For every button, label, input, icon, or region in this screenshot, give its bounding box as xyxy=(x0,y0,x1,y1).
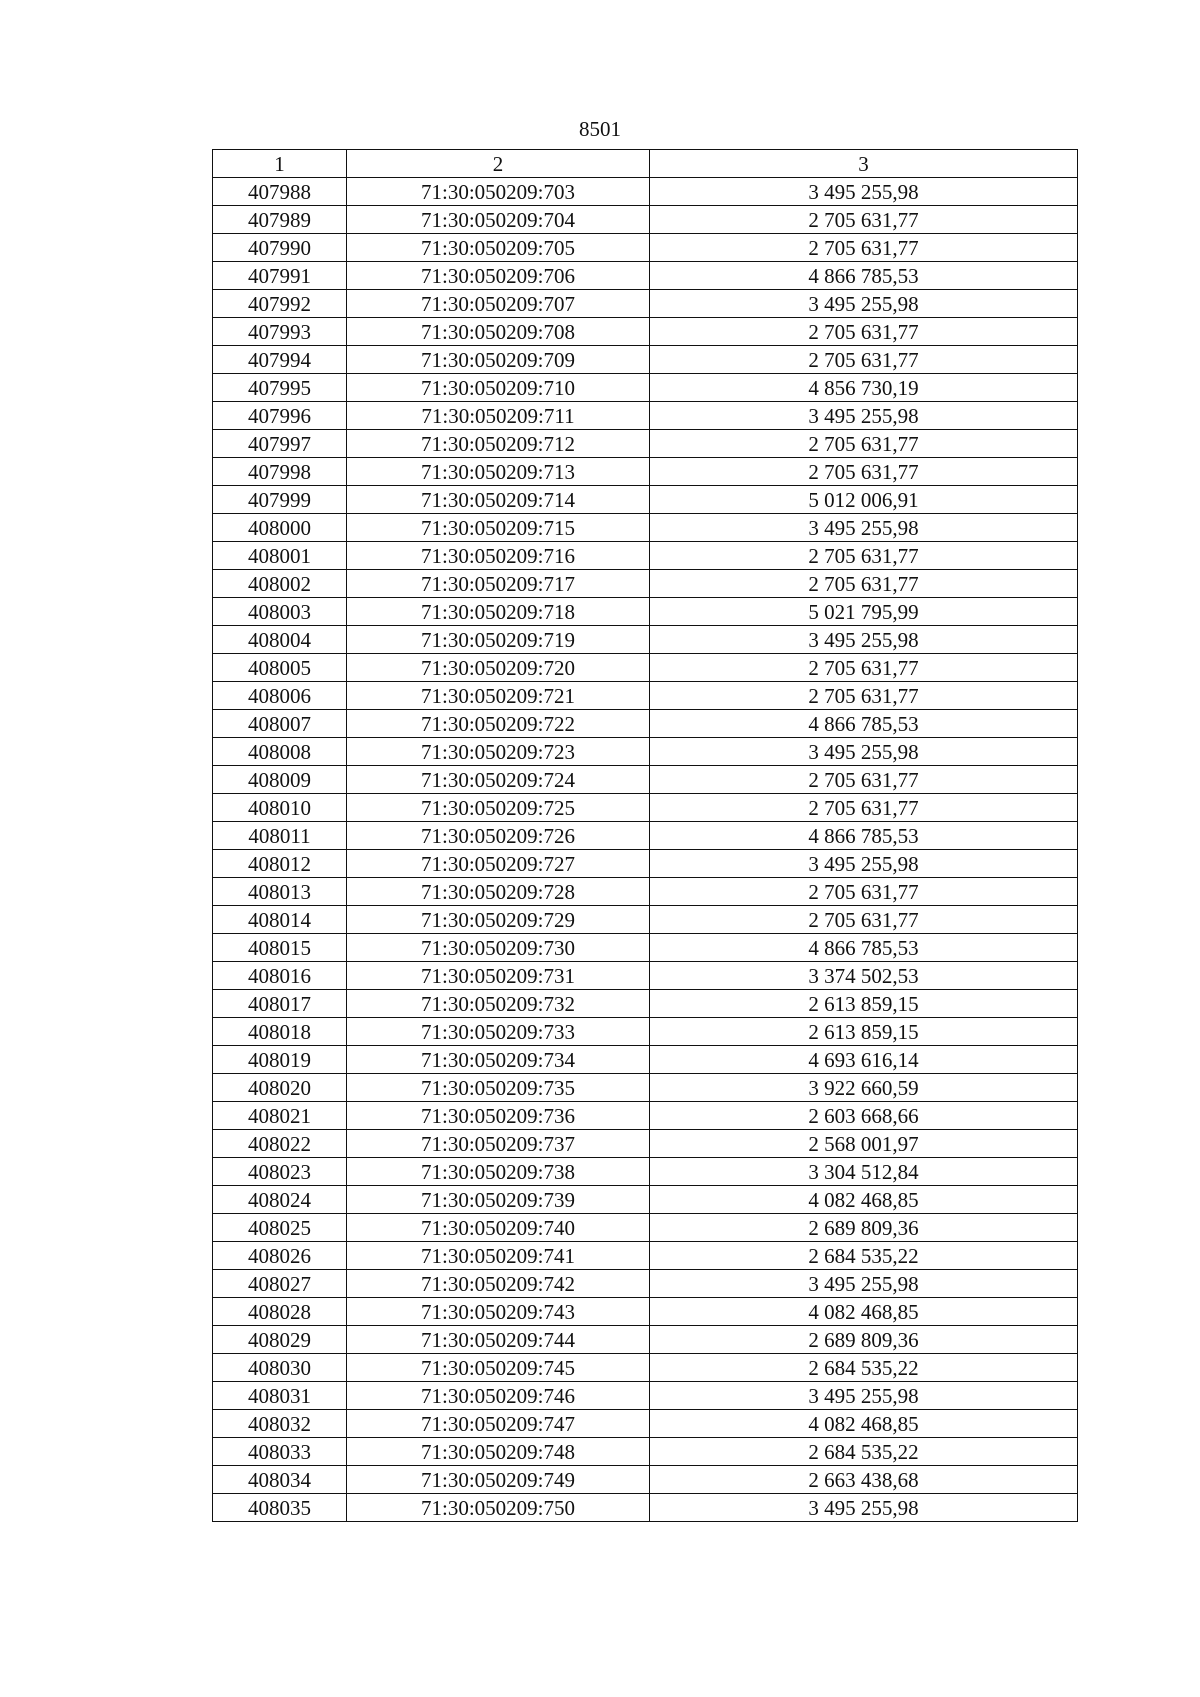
cadastral-number-cell: 71:30:050209:747 xyxy=(347,1410,650,1438)
cadastral-value-cell: 2 705 631,77 xyxy=(650,570,1078,598)
cadastral-number-cell: 71:30:050209:741 xyxy=(347,1242,650,1270)
table-row xyxy=(213,822,1078,850)
row-number-cell: 408002 xyxy=(213,570,347,598)
cadastral-number-cell: 71:30:050209:732 xyxy=(347,990,650,1018)
cadastral-value-cell: 3 495 255,98 xyxy=(650,1382,1078,1410)
table-row xyxy=(213,430,1078,458)
row-number-cell: 408018 xyxy=(213,1018,347,1046)
cadastral-number-cell: 71:30:050209:707 xyxy=(347,290,650,318)
cadastral-number-cell: 71:30:050209:716 xyxy=(347,542,650,570)
table-row xyxy=(213,1354,1078,1382)
cadastral-number-cell: 71:30:050209:730 xyxy=(347,934,650,962)
cadastral-value-cell: 2 705 631,77 xyxy=(650,654,1078,682)
table-row xyxy=(213,458,1078,486)
table-row xyxy=(213,1410,1078,1438)
row-number-cell: 407994 xyxy=(213,346,347,374)
table-row xyxy=(213,1046,1078,1074)
cadastral-number-cell: 71:30:050209:731 xyxy=(347,962,650,990)
cadastral-value-cell: 4 082 468,85 xyxy=(650,1186,1078,1214)
row-number-cell: 408014 xyxy=(213,906,347,934)
table-row xyxy=(213,794,1078,822)
cadastral-number-cell: 71:30:050209:748 xyxy=(347,1438,650,1466)
row-number-cell: 408028 xyxy=(213,1298,347,1326)
cadastral-value-cell: 2 705 631,77 xyxy=(650,682,1078,710)
table-row xyxy=(213,1102,1078,1130)
row-number-cell: 407997 xyxy=(213,430,347,458)
cadastral-value-cell: 2 613 859,15 xyxy=(650,1018,1078,1046)
cadastral-number-cell: 71:30:050209:749 xyxy=(347,1466,650,1494)
row-number-cell: 408022 xyxy=(213,1130,347,1158)
cadastral-value-cell: 3 304 512,84 xyxy=(650,1158,1078,1186)
cadastral-number-cell: 71:30:050209:729 xyxy=(347,906,650,934)
row-number-cell: 408034 xyxy=(213,1466,347,1494)
row-number-cell: 407992 xyxy=(213,290,347,318)
page-number: 8501 xyxy=(579,117,621,141)
cadastral-number-cell: 71:30:050209:715 xyxy=(347,514,650,542)
cadastral-value-cell: 2 705 631,77 xyxy=(650,206,1078,234)
cadastral-number-cell: 71:30:050209:718 xyxy=(347,598,650,626)
cadastral-value-cell: 2 705 631,77 xyxy=(650,794,1078,822)
cadastral-number-cell: 71:30:050209:720 xyxy=(347,654,650,682)
row-number-cell: 408011 xyxy=(213,822,347,850)
table-row xyxy=(213,318,1078,346)
table-row xyxy=(213,738,1078,766)
row-number-cell: 408020 xyxy=(213,1074,347,1102)
table-row xyxy=(213,1326,1078,1354)
cadastral-value-cell: 3 922 660,59 xyxy=(650,1074,1078,1102)
row-number-cell: 408009 xyxy=(213,766,347,794)
cadastral-value-cell: 4 082 468,85 xyxy=(650,1410,1078,1438)
table-row xyxy=(213,1494,1078,1522)
table-header-row xyxy=(213,150,1078,178)
column-header-number: 1 xyxy=(213,150,347,178)
cadastral-number-cell: 71:30:050209:736 xyxy=(347,1102,650,1130)
table-row xyxy=(213,906,1078,934)
row-number-cell: 407991 xyxy=(213,262,347,290)
cadastral-number-cell: 71:30:050209:724 xyxy=(347,766,650,794)
table-row xyxy=(213,542,1078,570)
table-row xyxy=(213,1242,1078,1270)
cadastral-value-cell: 2 568 001,97 xyxy=(650,1130,1078,1158)
cadastral-number-cell: 71:30:050209:725 xyxy=(347,794,650,822)
row-number-cell: 407990 xyxy=(213,234,347,262)
table-row xyxy=(213,934,1078,962)
cadastral-value-cell: 2 705 631,77 xyxy=(650,346,1078,374)
table-row xyxy=(213,850,1078,878)
cadastral-number-cell: 71:30:050209:739 xyxy=(347,1186,650,1214)
cadastral-value-cell: 3 374 502,53 xyxy=(650,962,1078,990)
cadastral-number-cell: 71:30:050209:733 xyxy=(347,1018,650,1046)
table-row xyxy=(213,234,1078,262)
row-number-cell: 408019 xyxy=(213,1046,347,1074)
cadastral-number-cell: 71:30:050209:708 xyxy=(347,318,650,346)
row-number-cell: 408030 xyxy=(213,1354,347,1382)
table-row xyxy=(213,1186,1078,1214)
cadastral-number-cell: 71:30:050209:719 xyxy=(347,626,650,654)
table-row xyxy=(213,570,1078,598)
cadastral-value-cell: 2 689 809,36 xyxy=(650,1214,1078,1242)
cadastral-number-cell: 71:30:050209:745 xyxy=(347,1354,650,1382)
row-number-cell: 407995 xyxy=(213,374,347,402)
cadastral-number-cell: 71:30:050209:705 xyxy=(347,234,650,262)
row-number-cell: 408031 xyxy=(213,1382,347,1410)
cadastral-number-cell: 71:30:050209:722 xyxy=(347,710,650,738)
cadastral-number-cell: 71:30:050209:734 xyxy=(347,1046,650,1074)
cadastral-value-cell: 3 495 255,98 xyxy=(650,1270,1078,1298)
table-row xyxy=(213,682,1078,710)
cadastral-value-cell: 2 705 631,77 xyxy=(650,458,1078,486)
table-row xyxy=(213,1130,1078,1158)
cadastral-number-cell: 71:30:050209:750 xyxy=(347,1494,650,1522)
row-number-cell: 408000 xyxy=(213,514,347,542)
row-number-cell: 408003 xyxy=(213,598,347,626)
cadastral-value-cell: 2 663 438,68 xyxy=(650,1466,1078,1494)
cadastral-value-cell: 2 613 859,15 xyxy=(650,990,1078,1018)
row-number-cell: 407993 xyxy=(213,318,347,346)
cadastral-value-cell: 3 495 255,98 xyxy=(650,290,1078,318)
cadastral-number-cell: 71:30:050209:737 xyxy=(347,1130,650,1158)
cadastral-number-cell: 71:30:050209:713 xyxy=(347,458,650,486)
row-number-cell: 408017 xyxy=(213,990,347,1018)
cadastral-value-cell: 4 082 468,85 xyxy=(650,1298,1078,1326)
table-row xyxy=(213,1214,1078,1242)
cadastral-number-cell: 71:30:050209:746 xyxy=(347,1382,650,1410)
table-row xyxy=(213,1382,1078,1410)
row-number-cell: 408001 xyxy=(213,542,347,570)
row-number-cell: 408004 xyxy=(213,626,347,654)
cadastral-value-cell: 3 495 255,98 xyxy=(650,850,1078,878)
table-row xyxy=(213,654,1078,682)
table-row xyxy=(213,486,1078,514)
table-row xyxy=(213,374,1078,402)
column-header-cadastral-value: 3 xyxy=(650,150,1078,178)
row-number-cell: 408023 xyxy=(213,1158,347,1186)
cadastral-value-cell: 3 495 255,98 xyxy=(650,402,1078,430)
row-number-cell: 408016 xyxy=(213,962,347,990)
table-row xyxy=(213,1074,1078,1102)
cadastral-value-cell: 3 495 255,98 xyxy=(650,1494,1078,1522)
cadastral-value-cell: 2 684 535,22 xyxy=(650,1242,1078,1270)
cadastral-number-cell: 71:30:050209:711 xyxy=(347,402,650,430)
table-row xyxy=(213,1018,1078,1046)
cadastral-value-cell: 2 684 535,22 xyxy=(650,1354,1078,1382)
table-row xyxy=(213,290,1078,318)
cadastral-number-cell: 71:30:050209:740 xyxy=(347,1214,650,1242)
table-row xyxy=(213,1270,1078,1298)
table-row xyxy=(213,178,1078,206)
row-number-cell: 407989 xyxy=(213,206,347,234)
cadastral-number-cell: 71:30:050209:709 xyxy=(347,346,650,374)
cadastral-value-cell: 2 603 668,66 xyxy=(650,1102,1078,1130)
cadastral-number-cell: 71:30:050209:703 xyxy=(347,178,650,206)
cadastral-value-cell: 2 705 631,77 xyxy=(650,430,1078,458)
cadastral-number-cell: 71:30:050209:714 xyxy=(347,486,650,514)
cadastral-value-cell: 4 866 785,53 xyxy=(650,710,1078,738)
row-number-cell: 408035 xyxy=(213,1494,347,1522)
table-row xyxy=(213,346,1078,374)
table-row xyxy=(213,514,1078,542)
row-number-cell: 408024 xyxy=(213,1186,347,1214)
cadastral-number-cell: 71:30:050209:721 xyxy=(347,682,650,710)
table-row xyxy=(213,206,1078,234)
row-number-cell: 408025 xyxy=(213,1214,347,1242)
cadastral-value-cell: 2 705 631,77 xyxy=(650,318,1078,346)
row-number-cell: 408012 xyxy=(213,850,347,878)
cadastral-number-cell: 71:30:050209:744 xyxy=(347,1326,650,1354)
cadastral-value-cell: 2 705 631,77 xyxy=(650,234,1078,262)
cadastral-value-cell: 4 856 730,19 xyxy=(650,374,1078,402)
cadastral-value-cell: 4 866 785,53 xyxy=(650,822,1078,850)
row-number-cell: 408029 xyxy=(213,1326,347,1354)
cadastral-number-cell: 71:30:050209:712 xyxy=(347,430,650,458)
table-row xyxy=(213,878,1078,906)
cadastral-value-cell: 5 021 795,99 xyxy=(650,598,1078,626)
cadastral-number-cell: 71:30:050209:723 xyxy=(347,738,650,766)
cadastral-value-cell: 2 689 809,36 xyxy=(650,1326,1078,1354)
table-body xyxy=(213,178,1078,1522)
cadastral-value-cell: 4 693 616,14 xyxy=(650,1046,1078,1074)
cadastral-number-cell: 71:30:050209:726 xyxy=(347,822,650,850)
table-row xyxy=(213,766,1078,794)
cadastral-value-cell: 3 495 255,98 xyxy=(650,178,1078,206)
table-row xyxy=(213,402,1078,430)
row-number-cell: 408006 xyxy=(213,682,347,710)
cadastral-number-cell: 71:30:050209:727 xyxy=(347,850,650,878)
table-row xyxy=(213,1298,1078,1326)
row-number-cell: 408015 xyxy=(213,934,347,962)
cadastral-value-cell: 3 495 255,98 xyxy=(650,514,1078,542)
row-number-cell: 408027 xyxy=(213,1270,347,1298)
cadastral-number-cell: 71:30:050209:706 xyxy=(347,262,650,290)
row-number-cell: 408026 xyxy=(213,1242,347,1270)
row-number-cell: 408010 xyxy=(213,794,347,822)
cadastral-number-cell: 71:30:050209:717 xyxy=(347,570,650,598)
cadastral-number-cell: 71:30:050209:738 xyxy=(347,1158,650,1186)
table-row xyxy=(213,962,1078,990)
cadastral-number-cell: 71:30:050209:728 xyxy=(347,878,650,906)
row-number-cell: 407998 xyxy=(213,458,347,486)
row-number-cell: 407988 xyxy=(213,178,347,206)
cadastral-value-cell: 2 705 631,77 xyxy=(650,906,1078,934)
cadastral-value-cell: 3 495 255,98 xyxy=(650,738,1078,766)
cadastral-value-cell: 2 684 535,22 xyxy=(650,1438,1078,1466)
row-number-cell: 407996 xyxy=(213,402,347,430)
cadastral-number-cell: 71:30:050209:735 xyxy=(347,1074,650,1102)
table-row xyxy=(213,262,1078,290)
row-number-cell: 408032 xyxy=(213,1410,347,1438)
table-row xyxy=(213,1158,1078,1186)
cadastral-number-cell: 71:30:050209:742 xyxy=(347,1270,650,1298)
cadastral-value-cell: 2 705 631,77 xyxy=(650,878,1078,906)
row-number-cell: 408013 xyxy=(213,878,347,906)
cadastral-value-table xyxy=(212,149,1078,1522)
cadastral-value-cell: 5 012 006,91 xyxy=(650,486,1078,514)
cadastral-number-cell: 71:30:050209:704 xyxy=(347,206,650,234)
row-number-cell: 408007 xyxy=(213,710,347,738)
row-number-cell: 408021 xyxy=(213,1102,347,1130)
cadastral-number-cell: 71:30:050209:743 xyxy=(347,1298,650,1326)
row-number-cell: 408005 xyxy=(213,654,347,682)
cadastral-value-cell: 2 705 631,77 xyxy=(650,542,1078,570)
cadastral-value-cell: 4 866 785,53 xyxy=(650,934,1078,962)
cadastral-value-cell: 3 495 255,98 xyxy=(650,626,1078,654)
table-row xyxy=(213,598,1078,626)
table-row xyxy=(213,710,1078,738)
cadastral-value-cell: 4 866 785,53 xyxy=(650,262,1078,290)
row-number-cell: 407999 xyxy=(213,486,347,514)
table-row xyxy=(213,1466,1078,1494)
row-number-cell: 408033 xyxy=(213,1438,347,1466)
column-header-cadastral-number: 2 xyxy=(347,150,650,178)
cadastral-value-cell: 2 705 631,77 xyxy=(650,766,1078,794)
table-row xyxy=(213,1438,1078,1466)
cadastral-number-cell: 71:30:050209:710 xyxy=(347,374,650,402)
table-row xyxy=(213,990,1078,1018)
row-number-cell: 408008 xyxy=(213,738,347,766)
table-row xyxy=(213,626,1078,654)
